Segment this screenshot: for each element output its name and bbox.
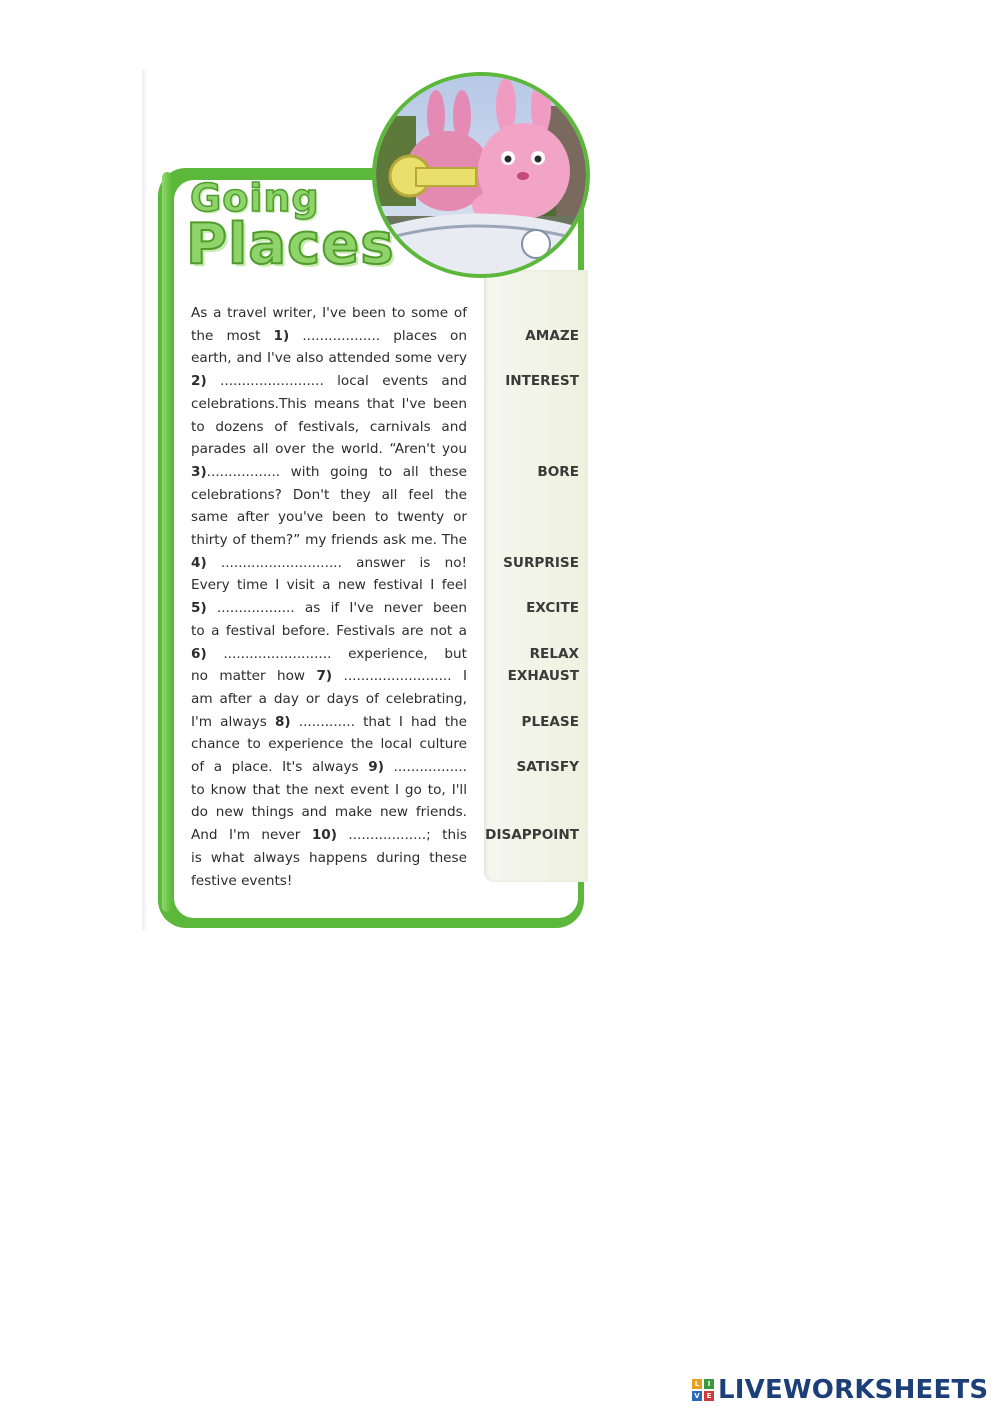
logo-text: LIVEWORKSHEETS xyxy=(718,1375,989,1405)
passage-line xyxy=(191,597,467,620)
passage-segment: parades all over the world. “Aren't you xyxy=(191,441,467,458)
passage-line xyxy=(191,484,467,507)
passage-segment: chance to experience the local culture xyxy=(191,736,467,753)
passage-line xyxy=(191,711,467,734)
gap-number: 8) xyxy=(274,713,291,730)
word-prompt: SATISFY xyxy=(516,759,579,775)
passage-line xyxy=(191,529,467,552)
word-prompt: AMAZE xyxy=(525,327,579,344)
passage-segment: thirty of them?” my friends ask me. The xyxy=(191,532,467,549)
gap-number: 4) xyxy=(191,554,207,571)
passage-line xyxy=(191,620,467,643)
passage-segment: festive events! xyxy=(191,872,293,889)
liveworksheets-logo xyxy=(692,1373,988,1407)
green-frame-highlight xyxy=(162,172,172,912)
passage-segment: of a place. It's always xyxy=(191,759,369,776)
passage-line xyxy=(191,824,467,847)
word-prompt: BORE xyxy=(537,463,579,480)
passage-segment: the most xyxy=(191,327,274,344)
passage-segment: celebrations? Don't they all feel the xyxy=(191,486,467,503)
word-prompt: SURPRISE xyxy=(503,554,579,571)
gap-number: 10) xyxy=(311,827,337,844)
passage-text xyxy=(191,302,467,892)
gap-number: 9) xyxy=(368,759,384,776)
passage-segment: .................. as if I've never been xyxy=(206,600,467,617)
passage-line xyxy=(191,438,467,461)
passage-segment: I'm always xyxy=(191,713,275,730)
word-prompt: EXCITE xyxy=(526,600,579,617)
word-prompt: RELAX xyxy=(529,645,579,662)
passage-line xyxy=(191,574,467,597)
passage-segment: Every time I visit a new festival I feel xyxy=(191,577,467,594)
passage-line xyxy=(191,779,467,802)
word-prompt: EXHAUST xyxy=(507,668,579,685)
passage-segment: ............. that I had the xyxy=(290,713,467,730)
passage-segment: ........................ local events and xyxy=(206,373,467,390)
flower-rabbits-image xyxy=(376,76,586,274)
gap-number: 3) xyxy=(191,463,207,480)
gap-number: 5) xyxy=(191,600,207,617)
gap-number: 7) xyxy=(316,668,333,685)
gap-number: 6) xyxy=(191,645,207,662)
passage-segment: .................. places on xyxy=(289,327,467,344)
title-going: Going xyxy=(190,176,320,220)
passage-segment: celebrations.This means that I've been xyxy=(191,395,467,412)
logo-letter-l: L xyxy=(692,1379,702,1389)
word-prompt: PLEASE xyxy=(521,713,579,730)
passage-segment: ......................... I xyxy=(332,668,467,685)
passage-segment: ................. xyxy=(383,759,467,776)
passage-segment: ............................ answer is no! xyxy=(206,554,467,571)
passage-line xyxy=(191,347,467,370)
passage-segment: ..................; this xyxy=(336,827,467,844)
logo-letter-i: I xyxy=(704,1379,714,1389)
passage-line xyxy=(191,847,467,870)
passage-line xyxy=(191,733,467,756)
page-edge-shadow xyxy=(142,70,148,930)
logo-grid-icon xyxy=(692,1379,714,1401)
passage-segment: is what always happens during these xyxy=(191,849,467,866)
passage-segment: no matter how xyxy=(191,668,317,685)
passage-segment: earth, and I've also attended some very xyxy=(191,350,467,367)
passage-segment: same after you've been to twenty or xyxy=(191,509,467,526)
word-prompt: DISAPPOINT xyxy=(485,827,579,844)
passage-line xyxy=(191,416,467,439)
passage-line xyxy=(191,688,467,711)
word-column xyxy=(484,270,588,882)
passage-line xyxy=(191,552,467,575)
passage-segment: ................. with going to all these xyxy=(206,463,467,480)
passage-segment: ......................... experience, but xyxy=(206,645,467,662)
passage-line xyxy=(191,756,467,779)
logo-letter-v: V xyxy=(692,1391,702,1401)
passage-line xyxy=(191,302,467,325)
passage-segment: do new things and make new friends. xyxy=(191,804,467,821)
passage-segment: to know that the next event I go to, I'll xyxy=(191,781,467,798)
passage-segment: to a festival before. Festivals are not a xyxy=(191,622,467,639)
passage-line xyxy=(191,801,467,824)
passage-line xyxy=(191,643,467,666)
festival-photo xyxy=(372,72,590,278)
passage-segment: am after a day or days of celebrating, xyxy=(191,690,467,707)
gap-number: 2) xyxy=(191,373,207,390)
passage-line xyxy=(191,393,467,416)
gap-number: 1) xyxy=(273,327,290,344)
word-prompt: INTEREST xyxy=(505,373,579,390)
passage-line xyxy=(191,461,467,484)
passage-line xyxy=(191,370,467,393)
passage-line xyxy=(191,665,467,688)
passage-segment: As a travel writer, I've been to some of xyxy=(191,305,467,321)
passage-line xyxy=(191,506,467,529)
title-places: Places xyxy=(186,212,395,277)
logo-letter-e: E xyxy=(704,1391,714,1401)
passage-segment: And I'm never xyxy=(191,827,312,844)
passage-segment: to dozens of festivals, carnivals and xyxy=(191,418,467,435)
passage-line xyxy=(191,870,467,893)
passage-line xyxy=(191,325,467,348)
